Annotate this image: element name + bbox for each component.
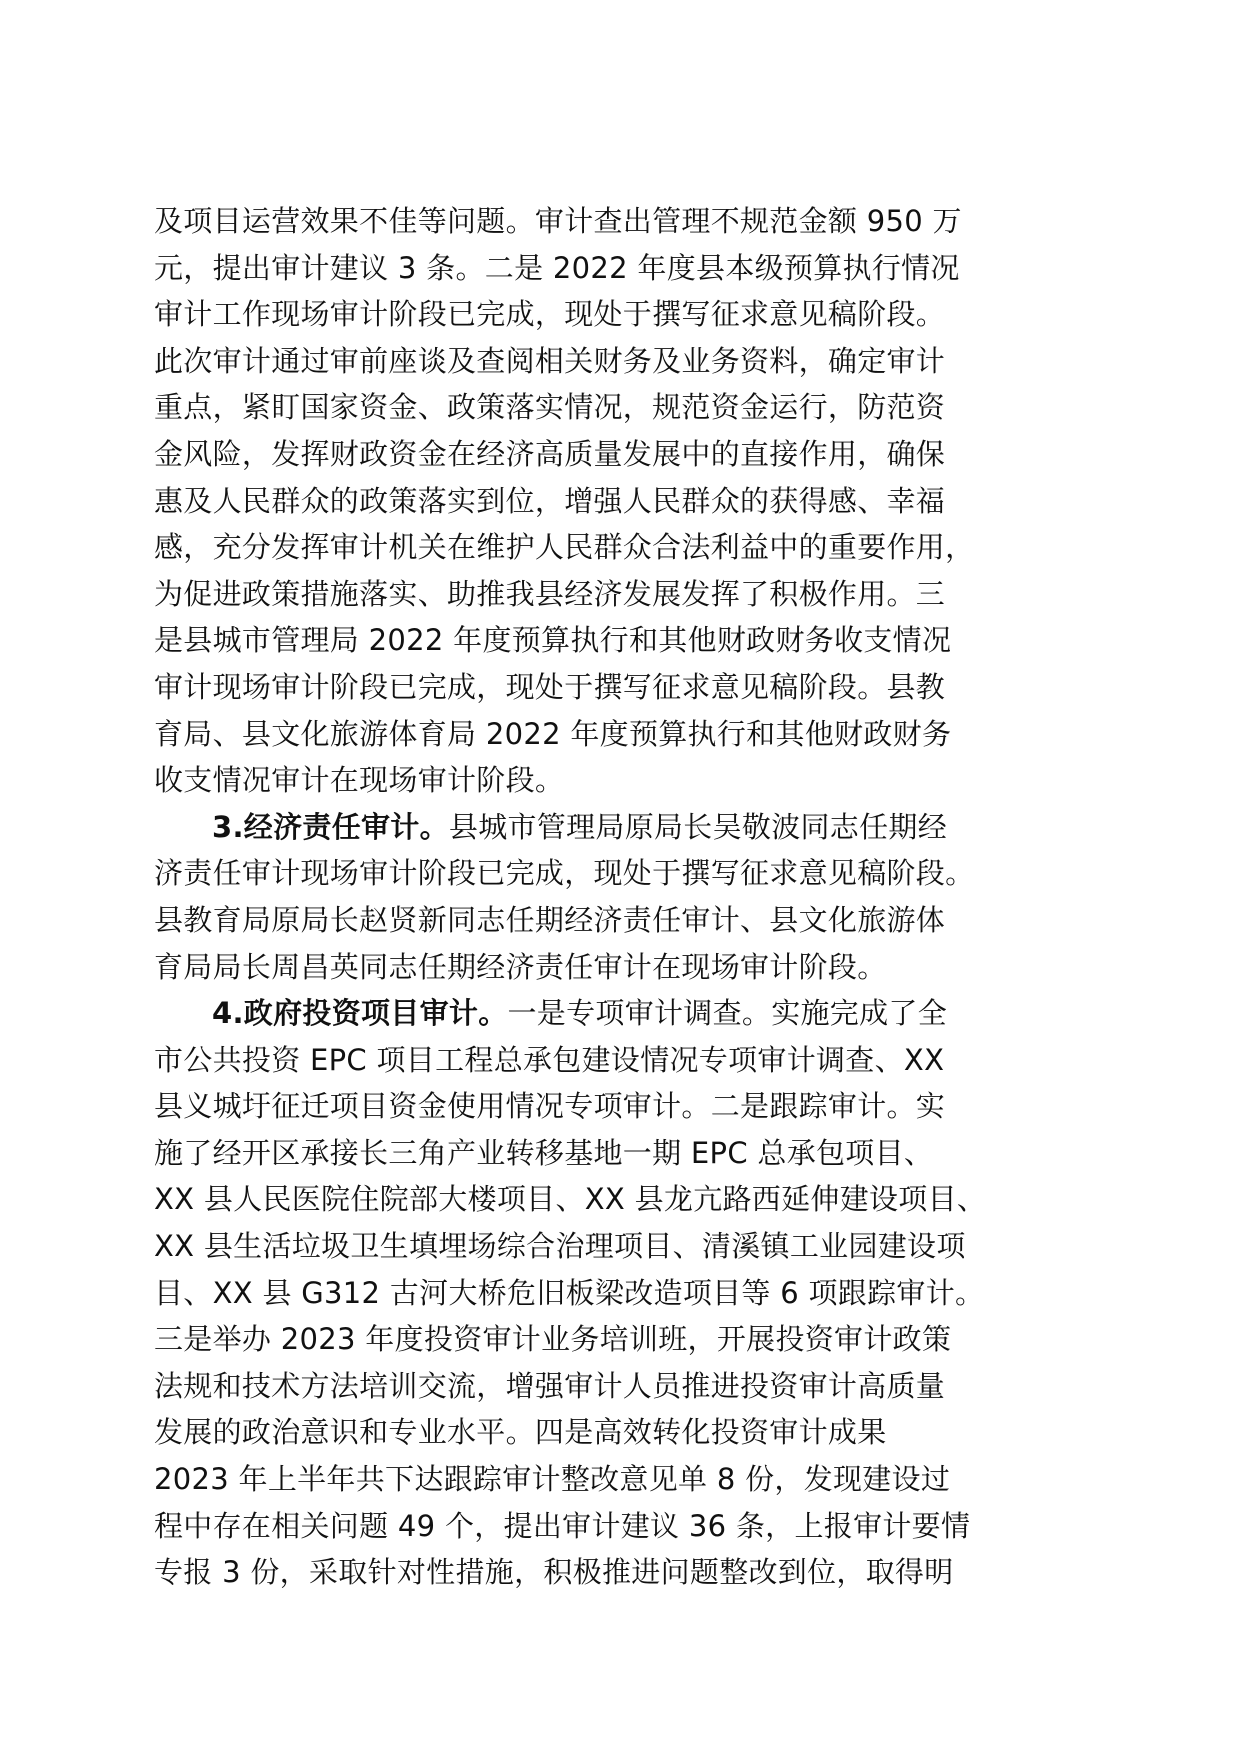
- text-line: 育局、县文化旅游体育局 2022 年度预算执行和其他财政财务: [154, 716, 952, 751]
- paragraph-investment-project-audit: [154, 990, 1094, 1596]
- text-line: 目、XX 县 G312 古河大桥危旧板梁改造项目等 6 项跟踪审计。: [154, 1275, 985, 1310]
- paragraph-economic-responsibility-audit: [154, 804, 1094, 990]
- text-line: 市公共投资 EPC 项目工程总承包建设情况专项审计调查、XX: [154, 1042, 945, 1077]
- text-line-first: [154, 990, 1094, 1037]
- text-line: 为促进政策措施落实、助推我县经济发展发挥了积极作用。三: [154, 576, 946, 611]
- text-line: 惠及人民群众的政策落实到位，增强人民群众的获得感、幸福: [154, 483, 946, 518]
- text-line: 法规和技术方法培训交流，增强审计人员推进投资审计高质量: [154, 1368, 946, 1403]
- text-line: 审计现场审计阶段已完成，现处于撰写征求意见稿阶段。县教: [154, 669, 946, 704]
- text-line: 县教育局原局长赵贤新同志任期经济责任审计、县文化旅游体: [154, 902, 946, 937]
- text-line: 收支情况审计在现场审计阶段。: [154, 763, 565, 798]
- text-line: 2023 年上半年共下达跟踪审计整改意见单 8 份，发现建设过: [154, 1462, 951, 1497]
- text-line: 县义城圩征迁项目资金使用情况专项审计。二是跟踪审计。实: [154, 1089, 946, 1124]
- text-line: 感，充分发挥审计机关在维护人民群众合法利益中的重要作用，: [154, 530, 975, 565]
- text-line: 育局局长周昌英同志任期经济责任审计在现场审计阶段。: [154, 949, 887, 984]
- text-line: XX 县生活垃圾卫生填埋场综合治理项目、清溪镇工业园建设项: [154, 1229, 966, 1264]
- document-body: [154, 198, 1094, 1596]
- text-line: 施了经开区承接长三角产业转移基地一期 EPC 总承包项目、: [154, 1135, 934, 1170]
- paragraph-budget-audit: [154, 198, 1094, 804]
- text-line: 三是举办 2023 年度投资审计业务培训班，开展投资审计政策: [154, 1322, 952, 1357]
- text-run: 一是专项审计调查。实施完成了全: [507, 996, 948, 1031]
- text-run: 县城市管理局原局长吴敬波同志任期经: [448, 809, 948, 844]
- text-line: 元，提出审计建议 3 条。二是 2022 年度县本级预算执行情况: [154, 250, 960, 285]
- text-line: 专报 3 份，采取针对性措施，积极推进问题整改到位，取得明: [154, 1555, 954, 1590]
- text-line: 济责任审计现场审计阶段已完成，现处于撰写征求意见稿阶段。: [154, 856, 975, 891]
- text-line: 审计工作现场审计阶段已完成，现处于撰写征求意见稿阶段。: [154, 297, 946, 332]
- section-heading: 3.经济责任审计。: [212, 809, 449, 844]
- text-line: 重点，紧盯国家资金、政策落实情况，规范资金运行，防范资: [154, 390, 946, 425]
- text-line: XX 县人民医院住院部大楼项目、XX 县龙亢路西延伸建设项目、: [154, 1182, 987, 1217]
- text-line-first: [154, 804, 1094, 851]
- text-line: 是县城市管理局 2022 年度预算执行和其他财政财务收支情况: [154, 623, 952, 658]
- text-line: 发展的政治意识和专业水平。四是高效转化投资审计成果: [154, 1415, 887, 1450]
- text-line: 此次审计通过审前座谈及查阅相关财务及业务资料，确定审计: [154, 343, 946, 378]
- text-line: 金风险，发挥财政资金在经济高质量发展中的直接作用，确保: [154, 436, 946, 471]
- text-line: 程中存在相关问题 49 个，提出审计建议 36 条，上报审计要情: [154, 1508, 971, 1543]
- section-heading: 4.政府投资项目审计。: [212, 996, 508, 1031]
- text-line: 及项目运营效果不佳等问题。审计查出管理不规范金额 950 万: [154, 204, 962, 238]
